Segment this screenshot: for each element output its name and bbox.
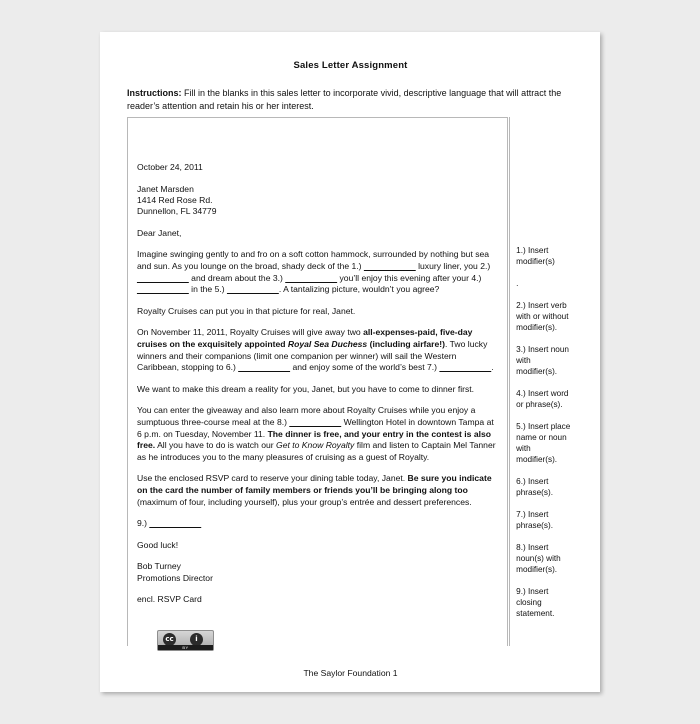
p5-text-b: Wellington Hotel in downtown Tampa at 6 p.m. on Tuesday, November 11. [137,416,494,439]
margin-note-8: 8.) Insert noun(s) with modifier(s). [516,543,561,574]
paragraph-2: Royalty Cruises can put you in that picture for real, Janet. [137,305,356,316]
p3-text-a: On November 11, 2011, Royalty Cruises will give away two [137,327,364,338]
creative-commons-badge[interactable] [157,630,214,651]
margin-note-5: 5.) Insert place name or noun with modifier(s). [516,422,571,464]
blank-7: __________ [439,362,492,373]
p5-text-d: film and listen to Captain Mel Tanner as he introduces you to the many pleasures of cruising as a guest of Royalty. [137,440,496,462]
blank-5: __________ [227,284,279,295]
p1-text-f: . A tantalizing picture, wouldn’t you agree? [278,284,440,295]
p1-text-a: Imagine swinging gently to and fro on a soft cotton hammock, surrounded by nothing but sea and sun. As you lounge on the broad, shady deck of the 1.) [137,249,490,271]
p1-text-e: in the 5.) [188,284,228,295]
p6-text-b: (maximum of four, including yourself), plus your group’s entrée and dessert preferences. [137,496,472,507]
margin-note-4: 4.) Insert word or phrase(s). [516,389,569,409]
blank-2: __________ [137,272,189,283]
margin-note-3: 3.) Insert noun with modifier(s). [516,345,569,376]
paragraph-6 [137,473,498,508]
margin-note-7: 7.) Insert phrase(s). [516,510,553,530]
cc-attribution-person-icon: i [190,633,203,646]
instructions-paragraph [127,87,574,112]
cc-badge-label: BY [158,645,213,650]
p5-text-a: You can enter the giveaway and also learn more about Royalty Cruises while you enjoy a sumptuous three-course meal at the 8.) [137,405,476,427]
signer-title: Promotions Director [137,572,213,583]
margin-notes-column [509,117,574,646]
p3-text-d: . [491,362,494,373]
blank-4: __________ [137,284,189,295]
blank-1: __________ [363,261,416,271]
margin-note-2: 2.) Insert verb with or without modifier(s). [516,301,569,332]
signer-name: Bob Turney [137,561,181,572]
salutation: Dear Janet, [137,227,182,238]
letter-date: October 24, 2011 [137,162,203,172]
p1-text-b: luxury liner, you 2.) [415,261,491,271]
page-title: Sales Letter Assignment [293,60,408,71]
p1-text-c: and dream about the 3.) [188,272,286,283]
instructions-text: Fill in the blanks in this sales letter to incorporate vivid, descriptive language that will attract the reader’s attention and retain his or her interest. [127,88,562,111]
paragraph-9-blank [137,518,498,530]
recipient-address [137,184,498,218]
recipient-name: Janet Marsden [137,183,194,194]
recipient-street: 1414 Red Rose Rd. [137,195,213,205]
paragraph-3 [137,327,498,373]
blank-8: __________ [289,416,342,427]
cc-logo-icon: cc [163,633,176,646]
p5-bold: The dinner is free, and your entry in the contest is also free. [137,428,492,451]
margin-note-9: 9.) Insert closing statement. [516,587,555,618]
blank-6: __________ [238,362,291,373]
paragraph-1 [137,249,498,295]
film-title: Get to Know Royalty [276,440,355,451]
signature-block [137,561,498,584]
p6-bold: Be sure you indicate on the card the number of family members or friends you’ll be bringing along too [137,473,492,495]
paragraph-4: We want to make this dream a reality for you, Janet, but you have to come to dinner first. [137,383,475,394]
blank-3: __________ [285,272,338,283]
recipient-city: Dunnellon, FL 34779 [137,206,217,217]
letter-and-notes [127,117,574,646]
closing-line: Good luck! [137,539,179,550]
letter-box [127,117,508,646]
margin-note-1: 1.) Insert modifier(s) [516,246,555,266]
p9-prefix: 9.) [137,518,150,529]
p6-text-a: Use the enclosed RSVP card to reserve your dining table today, Janet. [137,473,408,484]
instructions-label: Instructions: [127,88,182,98]
enclosure-line: encl. RSVP Card [137,594,202,605]
blank-9: __________ [149,518,202,529]
p3-bold-2: (including airfare!) [367,338,446,349]
margin-note-dot: . [516,279,519,288]
page-content [127,60,574,678]
margin-note-6: 6.) Insert phrase(s). [516,477,553,497]
paragraph-5 [137,405,498,463]
p5-text-c: All you have to do is watch our [155,440,277,451]
document-page [100,32,600,692]
p3-text-b: . Two lucky winners and their companions (limit one companion per winner) will sail the Western Caribbean, stopping to 6.) [137,338,488,373]
p3-text-c: and enjoy some of the world’s best 7.) [290,362,440,373]
ship-name: Royal Sea Duchess [287,338,368,349]
page-footer: The Saylor Foundation 1 [303,668,398,678]
p1-text-d: you’ll enjoy this evening after your 4.) [337,272,482,283]
p3-bold-1: all-expenses-paid, five-day cruises on the exquisitely appointed [137,327,473,349]
